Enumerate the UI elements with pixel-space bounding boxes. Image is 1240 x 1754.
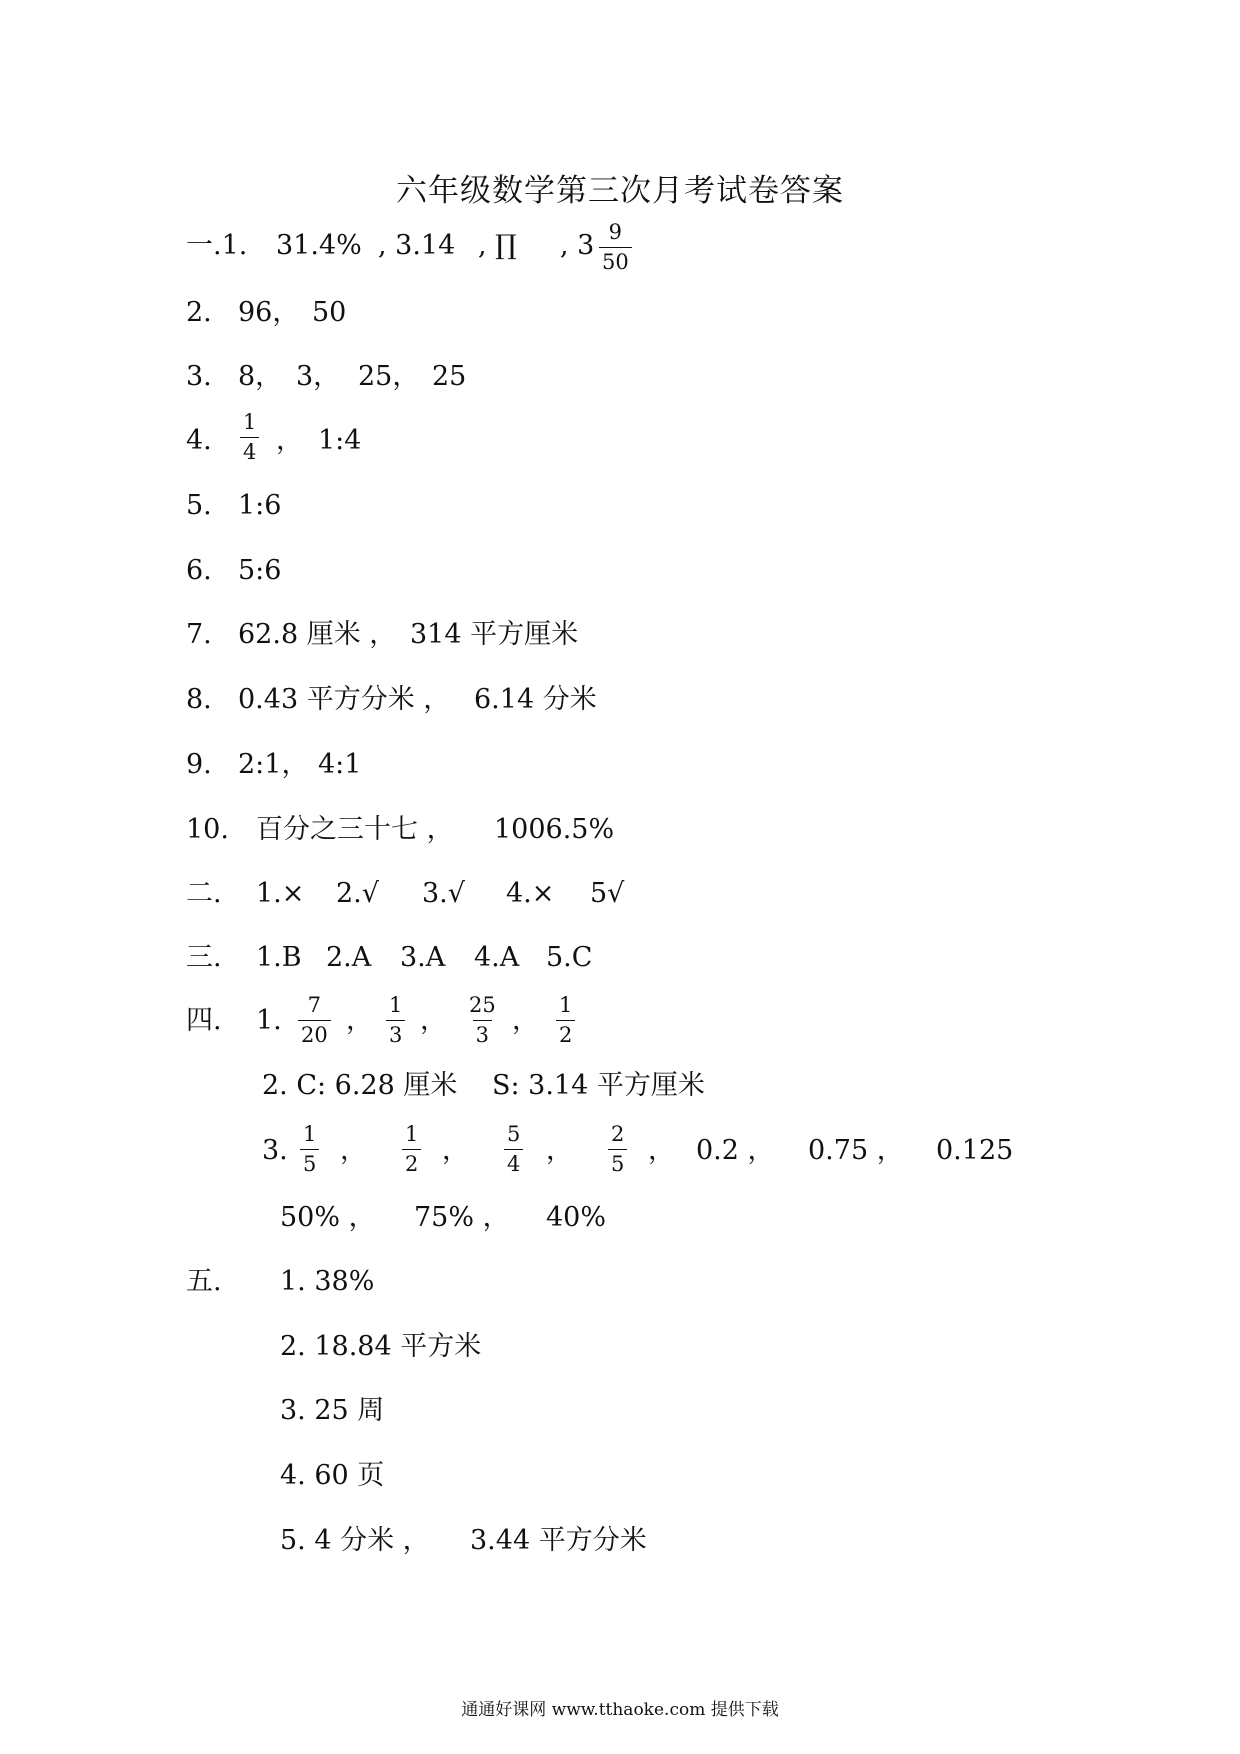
s4-q2-a: 2. C: 6.28 厘米 xyxy=(262,1070,458,1101)
s3-answer: 5.C xyxy=(546,942,593,973)
page-title: 六年级数学第三次月考试卷答案 xyxy=(396,173,844,209)
s4-q3-decimal: 0.125 xyxy=(936,1135,1014,1166)
separator: ， xyxy=(346,1005,373,1036)
fraction-denominator: 4 xyxy=(240,437,259,463)
s2-answer: 3.√ xyxy=(422,878,465,909)
separator: ， xyxy=(512,1005,539,1036)
s5-label: 五. xyxy=(186,1266,222,1297)
s1-q8-a: 0.43 平方分米 ， xyxy=(238,684,451,715)
s4-q2-b: S: 3.14 平方厘米 xyxy=(492,1070,705,1101)
s1-q1-c: , ∏ xyxy=(478,230,517,261)
s1-q3-label: 3. xyxy=(186,361,212,392)
s5-q5-a: 5. 4 分米 ， xyxy=(280,1525,430,1556)
s4-q3-fraction xyxy=(608,1124,627,1175)
fraction-numerator: 5 xyxy=(507,1122,521,1146)
s1-q3-b: 3， xyxy=(296,361,341,392)
s1-q4-label: 4. xyxy=(186,425,212,456)
s1-q2-a: 96， xyxy=(238,297,300,328)
s5-answer: 1. 38% xyxy=(280,1266,375,1297)
s5-q5-b: 3.44 平方分米 xyxy=(470,1525,647,1556)
separator: ， xyxy=(340,1135,367,1166)
s1-q2-label: 2. xyxy=(186,297,212,328)
s1-q3-a: 8， xyxy=(238,361,283,392)
fraction-numerator: 7 xyxy=(307,993,322,1017)
fraction-numerator: 1 xyxy=(243,410,257,434)
fraction-numerator: 1 xyxy=(405,1122,419,1146)
s1-q4-a: ， xyxy=(276,425,303,456)
fraction-numerator: 1 xyxy=(389,993,403,1017)
s5-answer: 3. 25 周 xyxy=(280,1395,385,1426)
s2-answer: 2.√ xyxy=(336,878,379,909)
fraction-numerator: 25 xyxy=(469,993,496,1017)
s1-q6-a: 5:6 xyxy=(238,555,282,586)
s2-answer: 1.× xyxy=(256,878,305,909)
fraction-denominator: 3 xyxy=(473,1020,492,1046)
s4-q3-percent: 75% ， xyxy=(414,1202,510,1233)
s4-q1-fraction xyxy=(466,995,499,1046)
s1-q5-label: 5. xyxy=(186,490,212,521)
s4-q3-fraction xyxy=(300,1124,319,1175)
s4-q3-fraction xyxy=(402,1124,421,1175)
s1-q9-label: 9. xyxy=(186,749,212,780)
s4-label: 四. xyxy=(186,1005,222,1036)
s5-answer: 2. 18.84 平方米 xyxy=(280,1331,482,1362)
s4-q1-fraction xyxy=(298,995,331,1046)
s1-q5-a: 1:6 xyxy=(238,490,282,521)
s4-q1-fraction xyxy=(556,995,575,1046)
fraction-numerator: 1 xyxy=(559,993,573,1017)
fraction-numerator: 2 xyxy=(611,1122,625,1146)
separator: ， xyxy=(546,1135,573,1166)
s3-answer: 3.A xyxy=(400,942,446,973)
s2-answer: 4.× xyxy=(506,878,555,909)
s1-q7-a: 62.8 厘米 ， xyxy=(238,619,397,650)
s2-label: 二. xyxy=(186,878,222,909)
s3-answer: 2.A xyxy=(326,942,372,973)
fraction-denominator: 5 xyxy=(608,1149,627,1175)
fraction-denominator: 20 xyxy=(298,1020,331,1046)
s1-q3-d: 25 xyxy=(432,361,467,392)
s1-q7-label: 7. xyxy=(186,619,212,650)
fraction-denominator: 50 xyxy=(599,247,632,273)
s1-q10-a: 百分之三十七 ， xyxy=(256,814,454,845)
s4-q1-label: 1. xyxy=(256,1005,282,1036)
footer-credit: 通通好课网 www.tthaoke.com 提供下载 xyxy=(461,1700,779,1720)
s1-q1-a: 31.4% xyxy=(276,230,362,261)
s4-q3-label: 3. xyxy=(262,1135,288,1166)
s4-q3-decimal: 0.75 ， xyxy=(808,1135,904,1166)
s1-q7-b: 314 平方厘米 xyxy=(410,619,579,650)
s1-q6-label: 6. xyxy=(186,555,212,586)
s4-q3-decimal: 0.2 ， xyxy=(696,1135,775,1166)
s1-q1-d-whole: , 3 xyxy=(560,230,595,261)
s1-q10-label: 10. xyxy=(186,814,229,845)
s3-answer: 1.B xyxy=(256,942,302,973)
separator: ， xyxy=(442,1135,469,1166)
s1-q1-b: , 3.14 xyxy=(378,230,456,261)
fraction-numerator: 1 xyxy=(303,1122,317,1146)
s4-q3-percent: 40% xyxy=(546,1202,607,1233)
separator: ， xyxy=(420,1005,447,1036)
s1-q9-b: 4:1 xyxy=(318,749,362,780)
s1-q4-b: 1:4 xyxy=(318,425,362,456)
s1-q4-fraction xyxy=(240,412,259,463)
s1-q9-a: 2:1， xyxy=(238,749,309,780)
s1-q3-c: 25， xyxy=(358,361,420,392)
fraction-numerator: 9 xyxy=(608,220,623,244)
s2-answer: 5√ xyxy=(590,878,625,909)
fraction-denominator: 2 xyxy=(556,1020,575,1046)
s3-label: 三. xyxy=(186,942,222,973)
s1-q10-b: 1006.5% xyxy=(494,814,615,845)
separator: ， xyxy=(648,1135,675,1166)
s1-q2-b: 50 xyxy=(312,297,347,328)
s1-q1-label: 一.1. xyxy=(186,230,248,261)
s4-q1-fraction xyxy=(386,995,405,1046)
s4-q3-percent: 50% ， xyxy=(280,1202,376,1233)
s1-q8-b: 6.14 分米 xyxy=(474,684,597,715)
fraction-denominator: 5 xyxy=(300,1149,319,1175)
s3-answer: 4.A xyxy=(474,942,520,973)
fraction-denominator: 3 xyxy=(386,1020,405,1046)
s1-q8-label: 8. xyxy=(186,684,212,715)
fraction-denominator: 2 xyxy=(402,1149,421,1175)
s4-q3-fraction xyxy=(504,1124,523,1175)
fraction-denominator: 4 xyxy=(504,1149,523,1175)
s1-q1-fraction xyxy=(599,222,632,273)
s5-answer: 4. 60 页 xyxy=(280,1460,385,1491)
